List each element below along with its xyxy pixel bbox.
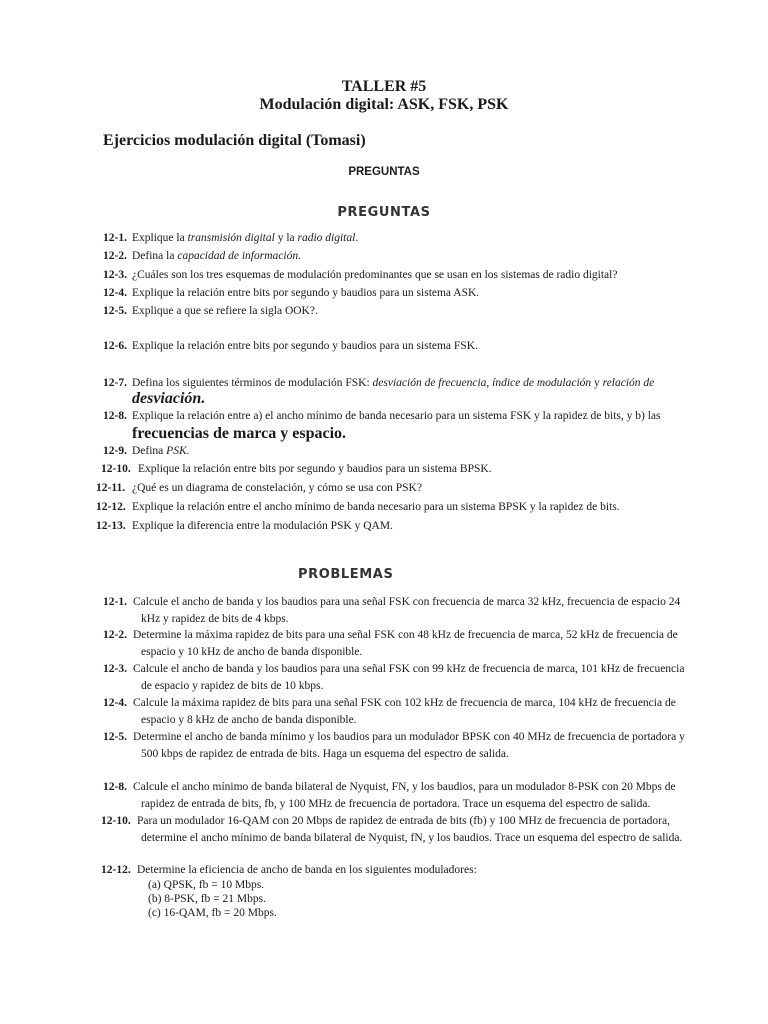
problema-text: Calcule el ancho mínimo de banda bilateral de Nyquist, FN, y los baudios, para un modulador 8-PSK con 20 Mbps de — [133, 781, 676, 793]
pregunta-number: 12-13. — [96, 520, 126, 532]
problema-number: 12-2. — [103, 629, 127, 641]
problema-text-continuation: 500 kbps de rapidez de entrada de bits. Haga un esquema del espectro de salida. — [141, 747, 509, 760]
pregunta-item — [0, 304, 768, 319]
document-topic: Modulación digital: ASK, FSK, PSK — [259, 96, 509, 113]
pregunta-text-continuation: desviación. — [132, 390, 206, 407]
pregunta-item — [0, 500, 768, 515]
pregunta-number: 12-6. — [103, 340, 127, 352]
pregunta-text: Defina la capacidad de información. — [132, 250, 301, 262]
problema-text-continuation: determine el ancho mínimo de banda bilateral de Nyquist, fN, y los baudios. Trace un esquema del espectro de salida. — [141, 831, 683, 844]
problema-number: 12-3. — [103, 663, 127, 675]
problema-item — [0, 779, 768, 812]
problema-text: Determine la máxima rapidez de bits para una señal FSK con 48 kHz de frecuencia de marca, 52 kHz de frecuencia de — [133, 629, 678, 641]
pregunta-number: 12-1. — [103, 232, 127, 244]
problema-text: Calcule el ancho de banda y los baudios para una señal FSK con 99 kHz de frecuencia de marca, 101 kHz de frecuencia — [133, 663, 685, 675]
pregunta-item — [0, 339, 768, 354]
problema-text-continuation: de espacio y rapidez de bits de 10 kbps. — [141, 679, 324, 692]
pregunta-text: Explique la relación entre bits por segundo y baudios para un sistema BPSK. — [138, 463, 492, 475]
pregunta-text: Explique la relación entre a) el ancho mínimo de banda necesario para un sistema FSK y la rapidez de bits, y b) las — [132, 410, 661, 422]
pregunta-item — [0, 231, 768, 246]
problema-text-continuation: rapidez de entrada de bits, fb, y 100 MHz de frecuencia de portadora. Trace un esquema del espectro de salida. — [141, 797, 651, 810]
problema-item — [0, 627, 768, 660]
problema-text: Calcule la máxima rapidez de bits para una señal FSK con 102 kHz de frecuencia de marca, 104 kHz de frecuencia de — [133, 697, 676, 709]
sublist-item: (a) QPSK, fb = 10 Mbps. — [148, 879, 265, 891]
pregunta-number: 12-4. — [103, 287, 127, 299]
pregunta-text: Explique la relación entre el ancho mínimo de banda necesario para un sistema BPSK y la rapidez de bits. — [132, 501, 620, 513]
problema-number: 12-4. — [103, 697, 127, 709]
problema-item — [0, 813, 768, 846]
pregunta-text: Explique a que se refiere la sigla OOK?. — [132, 305, 318, 317]
problema-number: 12-1. — [103, 596, 127, 608]
pregunta-text: ¿Qué es un diagrama de constelación, y cómo se usa con PSK? — [132, 482, 422, 494]
pregunta-number: 12-9. — [103, 445, 127, 457]
pregunta-item — [0, 462, 768, 477]
problema-item — [0, 695, 768, 728]
pregunta-text-continuation: frecuencias de marca y espacio. — [132, 425, 347, 442]
problema-number: 12-10. — [101, 815, 131, 827]
problema-item — [0, 862, 768, 879]
problema-item — [0, 729, 768, 762]
preguntas-heading: PREGUNTAS — [337, 205, 431, 220]
pregunta-text: ¿Cuáles son los tres esquemas de modulación predominantes que se usan en los sistemas de radio digital? — [132, 269, 618, 281]
pregunta-number: 12-10. — [101, 463, 131, 475]
pregunta-item — [0, 519, 768, 534]
pregunta-item — [0, 376, 768, 408]
problema-text-continuation: kHz y rapidez de bits de 4 kbps. — [141, 612, 289, 625]
problema-item — [0, 661, 768, 694]
problema-text: Calcule el ancho de banda y los baudios para una señal FSK con frecuencia de marca 32 kHz, frecuencia de espacio 24 — [133, 596, 681, 608]
pregunta-number: 12-3. — [103, 269, 127, 281]
pregunta-item — [0, 268, 768, 283]
problema-sublist — [148, 878, 277, 920]
pregunta-item — [0, 409, 768, 441]
pregunta-text: Explique la relación entre bits por segundo y baudios para un sistema ASK. — [132, 287, 480, 299]
pregunta-text: Explique la transmisión digital y la radio digital. — [132, 232, 359, 244]
problema-text: Determine el ancho de banda mínimo y los baudios para un modulador BPSK con 40 MHz de frecuencia de portadora y — [133, 731, 685, 743]
problema-text-continuation: espacio y 10 kHz de ancho de banda disponible. — [141, 645, 363, 658]
pregunta-number: 12-2. — [103, 250, 127, 262]
pregunta-item — [0, 481, 768, 496]
pregunta-item — [0, 444, 768, 459]
sublist-item: (b) 8-PSK, fb = 21 Mbps. — [148, 893, 266, 905]
preguntas-label: PREGUNTAS — [348, 166, 420, 178]
pregunta-number: 12-11. — [96, 482, 126, 494]
pregunta-number: 12-5. — [103, 305, 127, 317]
pregunta-number: 12-12. — [96, 501, 126, 513]
pregunta-item — [0, 249, 768, 264]
problema-text: Determine la eficiencia de ancho de banda en los siguientes moduladores: — [137, 864, 477, 876]
document-title: TALLER #5 — [341, 78, 427, 95]
problemas-heading: PROBLEMAS — [298, 567, 394, 582]
problema-item — [0, 594, 768, 627]
problema-number: 12-8. — [103, 781, 127, 793]
sublist-item: (c) 16-QAM, fb = 20 Mbps. — [148, 907, 277, 919]
pregunta-item — [0, 286, 768, 301]
problema-text: Para un modulador 16-QAM con 20 Mbps de rapidez de entrada de bits (fb) y 100 MHz de frecuencia de portadora, — [137, 815, 670, 827]
pregunta-text: Defina los siguientes términos de modulación FSK: desviación de frecuencia, índice de modulación y relación de — [132, 377, 655, 389]
pregunta-number: 12-7. — [103, 377, 127, 389]
problema-number: 12-5. — [103, 731, 127, 743]
pregunta-text: Explique la diferencia entre la modulación PSK y QAM. — [132, 520, 393, 532]
problema-text-continuation: espacio y 8 kHz de ancho de banda disponible. — [141, 713, 357, 726]
pregunta-text: Defina PSK. — [132, 445, 190, 457]
problema-number: 12-12. — [101, 864, 131, 876]
pregunta-text: Explique la relación entre bits por segundo y baudios para un sistema FSK. — [132, 340, 478, 352]
document-subtitle: Ejercicios modulación digital (Tomasi) — [103, 132, 366, 149]
pregunta-number: 12-8. — [103, 410, 127, 422]
